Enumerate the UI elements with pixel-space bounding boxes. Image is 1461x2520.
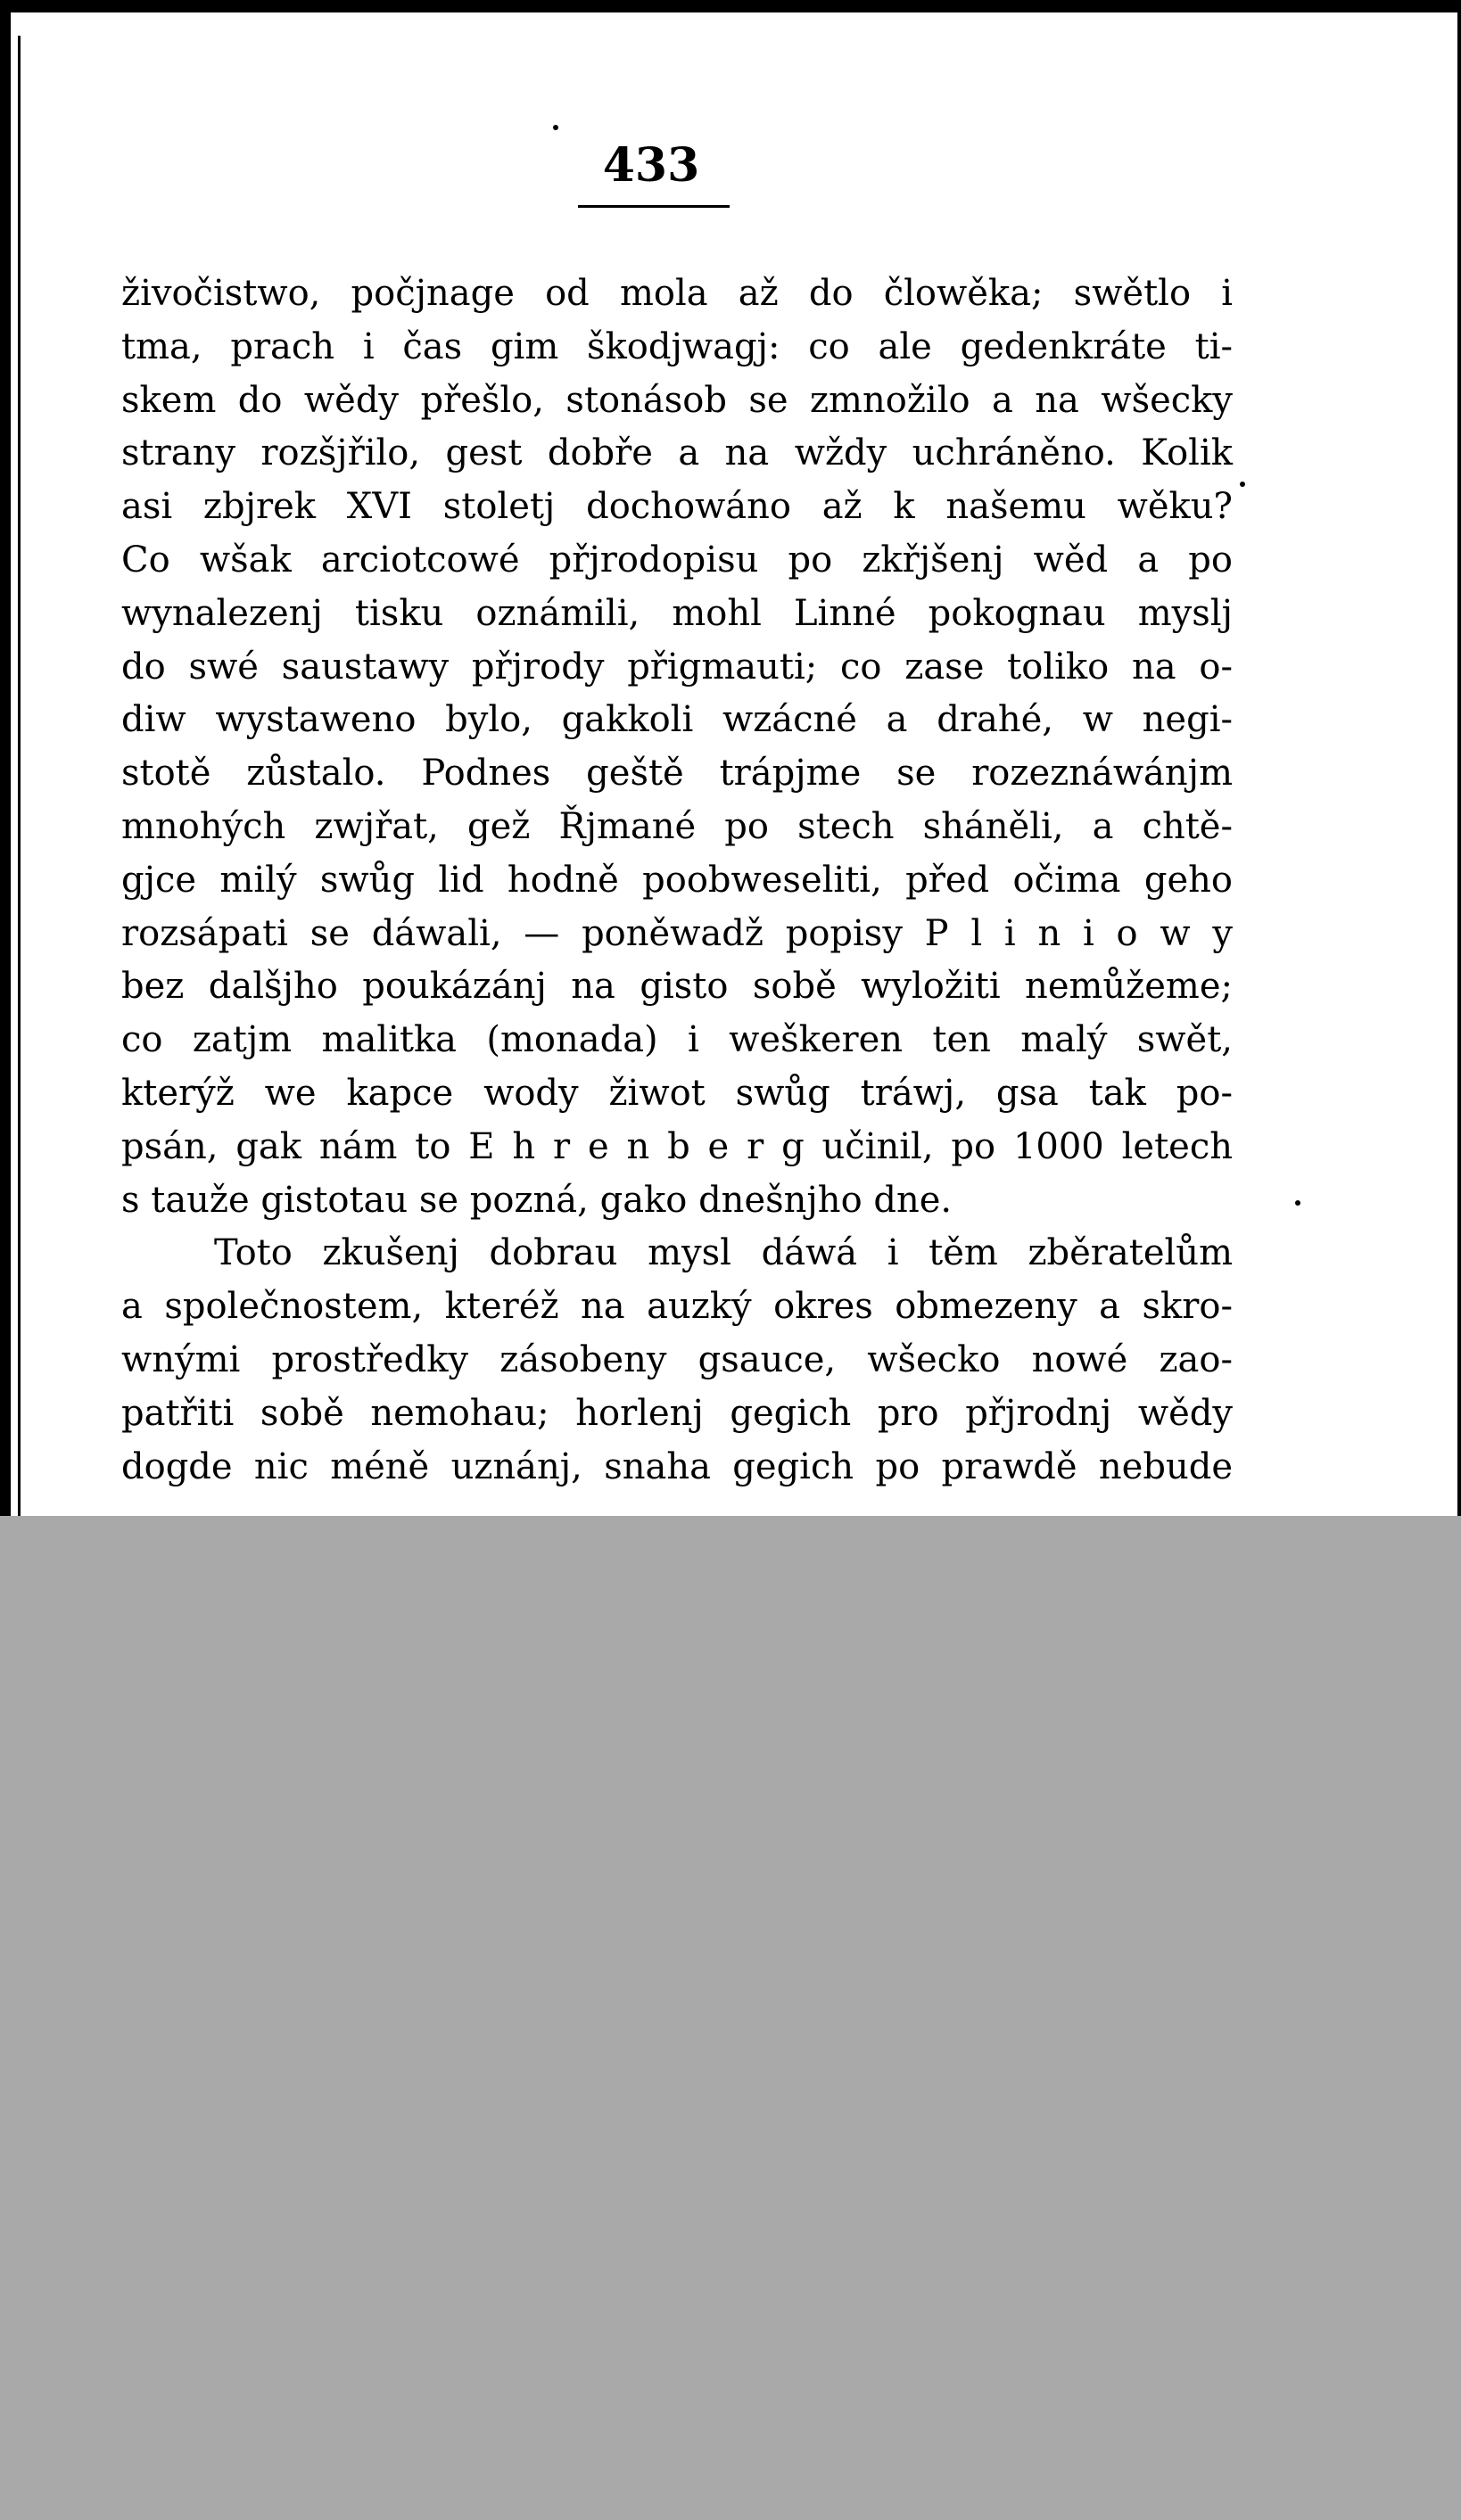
text-line: tma, prach i čas gim škodjwagj: co ale gedenkráte ti- <box>121 325 1233 367</box>
text-line: kterýž we kapce wody žiwot swůg tráwj, gsa tak po- <box>121 1072 1233 1114</box>
text-line: asi zbjrek XVI stoletj dochowáno až k našemu wěku? <box>121 486 1233 528</box>
text-line: strany rozšjřilo, gest dobře a na wždy uchráněno. Kolik <box>121 432 1233 474</box>
text-line: rozsápati se dáwali, — poněwadž popisy P l i n i o w y <box>121 912 1233 954</box>
page-number-rule <box>578 205 730 208</box>
text-line: živočistwo, počjnage od mola až do člowěka; swětlo i <box>121 273 1233 314</box>
text-line-paragraph-end: s tauže gistotau se pozná, gako dnešnjho dne. <box>121 1179 953 1221</box>
text-line: psán, gak nám to E h r e n b e r g učinil, po 1000 letech <box>121 1125 1233 1167</box>
scan-speck <box>1295 1200 1300 1206</box>
scan-speck <box>553 125 558 130</box>
text-line: do swé saustawy přjrody přigmauti; co zase toliko na o- <box>121 646 1233 688</box>
text-line: mnohých zwjřat, gež Řjmané po stech sháněli, a chtě- <box>121 805 1233 847</box>
text-line: diw wystaweno bylo, gakkoli wzácné a drahé, w negi- <box>121 699 1233 741</box>
text-line: co zatjm malitka (monada) i weškeren ten malý swět, <box>121 1019 1233 1061</box>
scan-border-right <box>1457 0 1461 1516</box>
text-line: a společnostem, kteréž na auzký okres obmezeny a skro- <box>121 1286 1233 1328</box>
body-text <box>121 268 1233 1494</box>
text-line: gjce milý swůg lid hodně poobweseliti, před očima geho <box>121 859 1233 901</box>
text-line-paragraph-start: Toto zkušenj dobrau mysl dáwá i těm zběratelům <box>214 1232 1233 1274</box>
page-number: 433 <box>602 138 700 193</box>
scan-border-left-inner <box>18 36 21 1516</box>
text-line: bez dalšjho poukázánj na gisto sobě wyložiti nemůžeme; <box>121 966 1233 1008</box>
redaction-mask <box>0 1516 1461 2520</box>
scan-border-top <box>0 0 1461 12</box>
text-line: wnými prostředky zásobeny gsauce, wšecko nowé zao- <box>121 1338 1233 1380</box>
text-line: Co wšak arciotcowé přjrodopisu po zkřjšenj wěd a po <box>121 539 1233 581</box>
text-line: wynalezenj tisku oznámili, mohl Linné pokognau myslj <box>121 592 1233 634</box>
scan-speck <box>1240 482 1245 487</box>
text-line: patřiti sobě nemohau; horlenj gegich pro přjrodnj wědy <box>121 1392 1233 1434</box>
text-line: stotě zůstalo. Podnes geště trápjme se rozeznáwánjm <box>121 753 1233 795</box>
text-line: skem do wědy přešlo, stonásob se zmnožilo a na wšecky <box>121 379 1233 421</box>
text-line: dogde nic méně uznánj, snaha gegich po prawdě nebude <box>121 1445 1233 1487</box>
